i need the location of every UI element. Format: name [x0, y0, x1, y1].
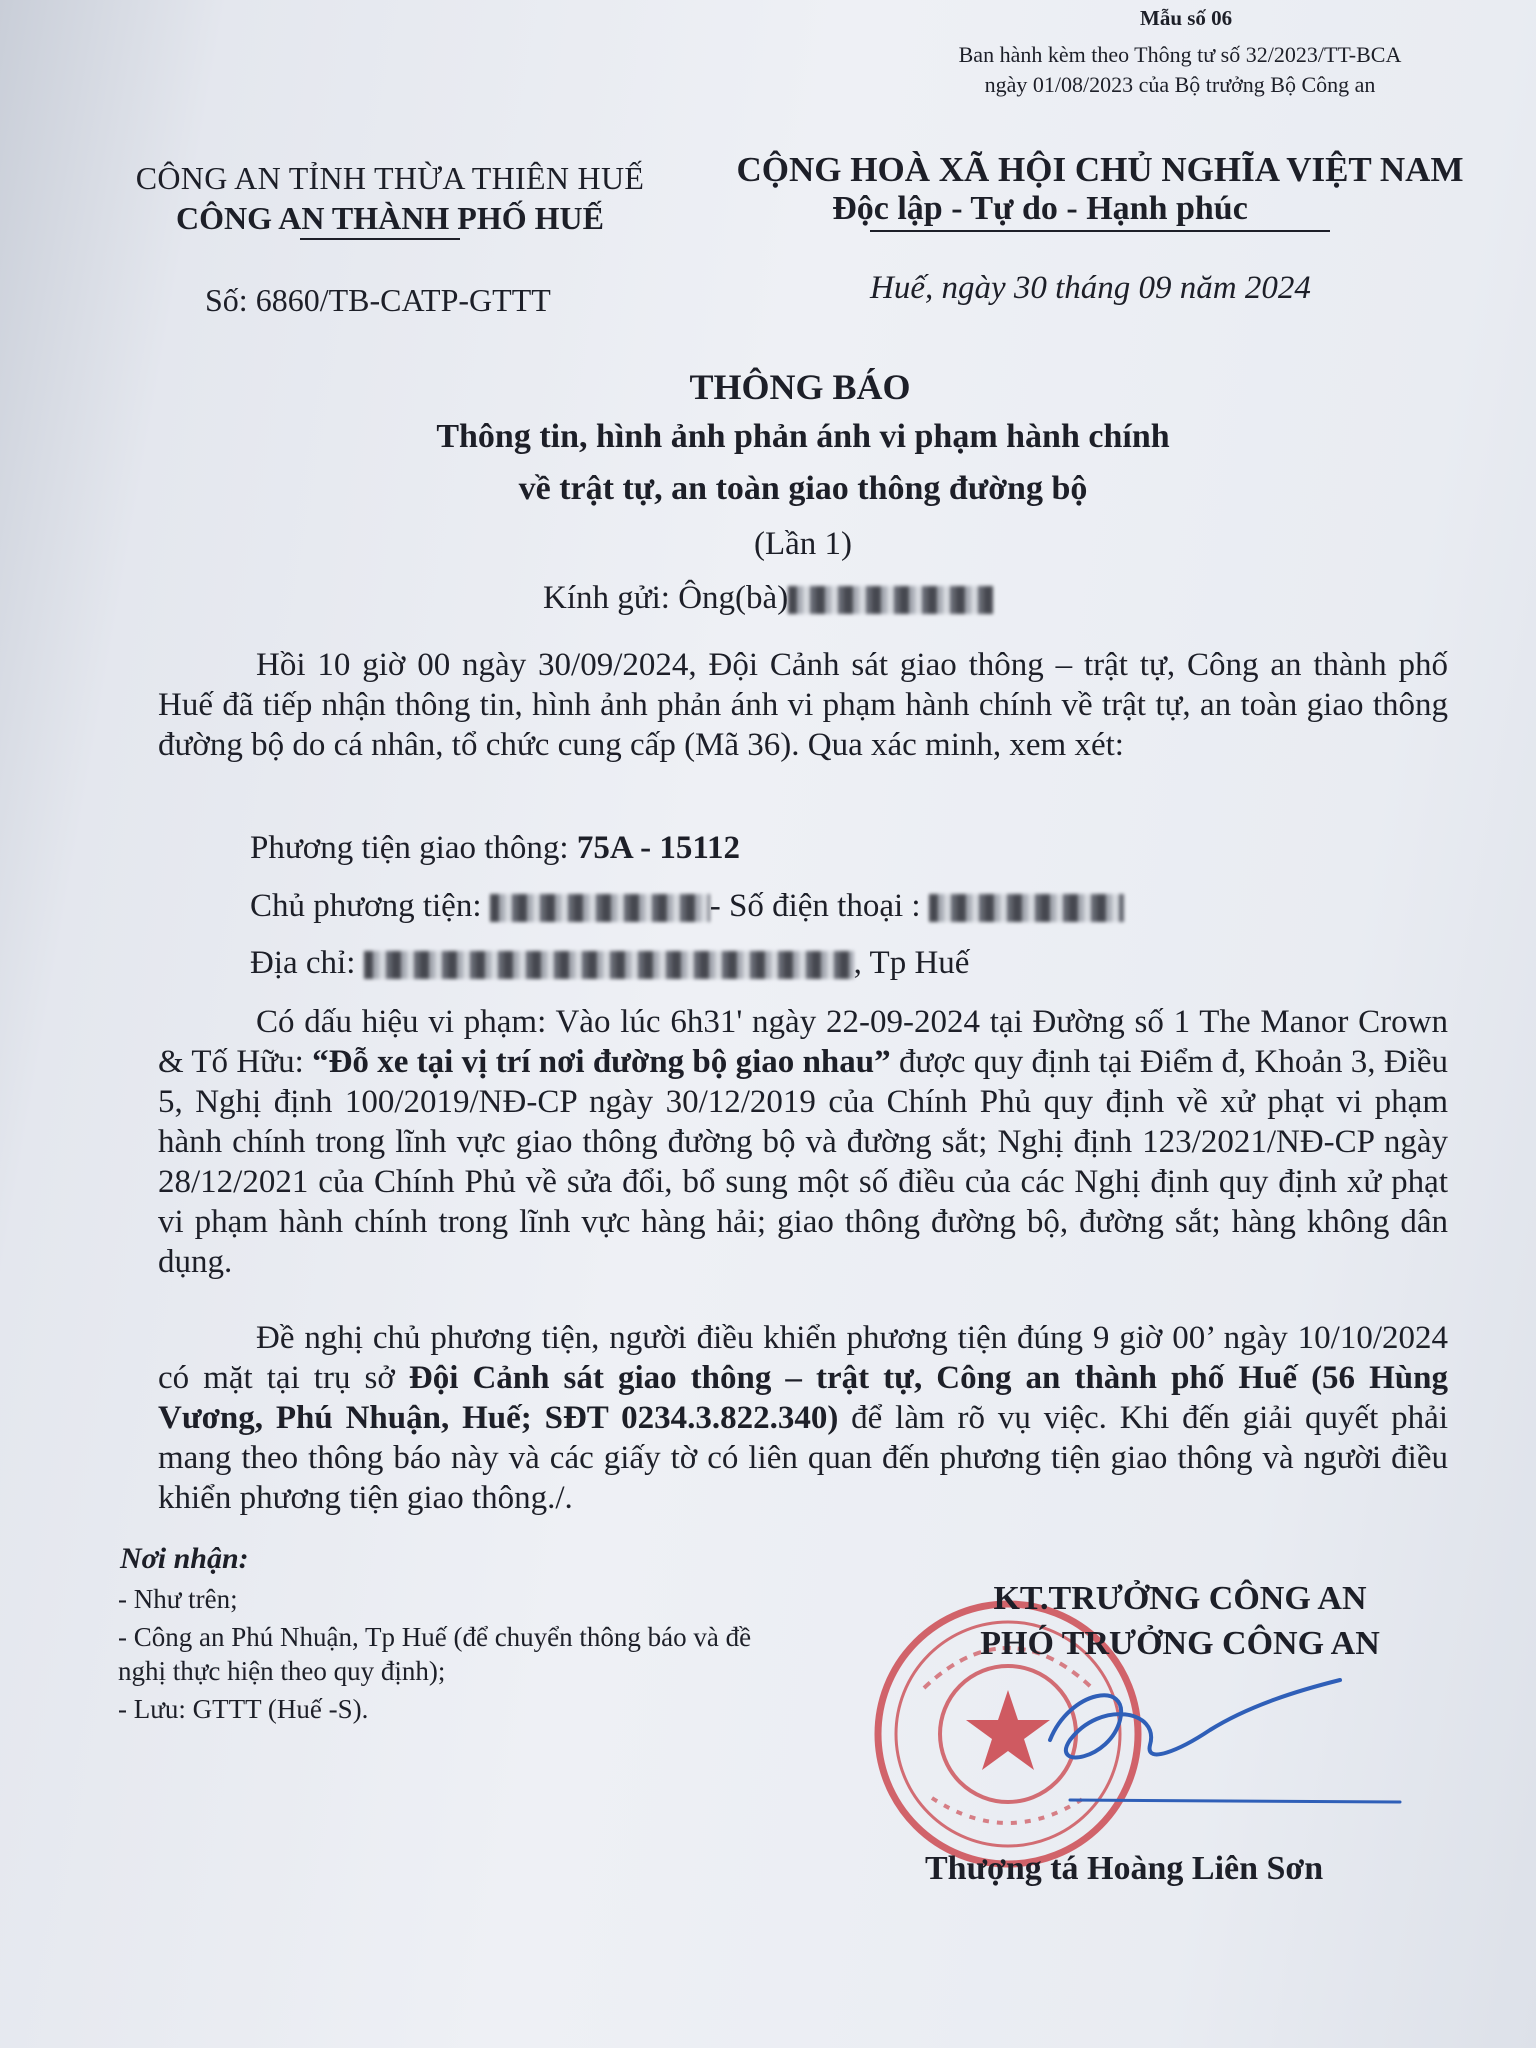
agency-name: CÔNG AN THÀNH PHỐ HUẾ	[176, 200, 604, 236]
phone-label: - Số điện thoại :	[709, 888, 929, 924]
form-number: Mẫu số 06	[1140, 6, 1233, 30]
violation-text-2: được quy định tại Điểm đ, Khoản 3, Điều 5, Nghị định 100/2019/NĐ-CP ngày 30/12/2019 của Chính Phủ quy định về xử phạt vi phạm hành chính trong lĩnh vực giao thông đường bộ và đường sắt; Nghị định 123/2021/NĐ-CP ngày 28/12/2021 của Chính Phủ về sửa đổi, bổ sung một số điều của các Nghị định quy định xử phạt vi phạm hành chính trong lĩnh vực hàng hải; giao thông đường bộ, đường sắt; hàng không dân dụng.	[158, 1044, 1449, 1280]
signatory-title-2: PHÓ TRƯỞNG CÔNG AN	[980, 1625, 1380, 1662]
vehicle-row	[250, 830, 740, 867]
owner-row	[250, 888, 1124, 925]
recipients-list	[118, 1582, 798, 1730]
form-reference	[900, 40, 1460, 100]
violation-type: “Đỗ xe tại vị trí nơi đường bộ giao nhau”	[312, 1044, 891, 1080]
document-number: Số: 6860/TB-CATP-GTTT	[205, 282, 551, 318]
address-suffix: , Tp Huế	[853, 945, 970, 981]
agency-divider	[300, 238, 460, 240]
salutation-label: Kính gửi: Ông(bà)	[543, 580, 789, 616]
recipient-item: - Lưu: GTTT (Huế -S).	[118, 1694, 369, 1724]
national-motto: Độc lập - Tự do - Hạnh phúc	[832, 190, 1248, 227]
motto-divider	[870, 230, 1330, 232]
owner-label: Chủ phương tiện:	[250, 888, 490, 924]
vehicle-plate: 75A - 15112	[576, 830, 741, 866]
document-subtitle-1: Thông tin, hình ảnh phản ánh vi phạm hành chính	[436, 418, 1170, 455]
notice-round: (Lần 1)	[753, 526, 853, 562]
form-reference-line-1: Ban hành kèm theo Thông tư số 32/2023/TT-BCA	[958, 42, 1402, 67]
vehicle-label: Phương tiện giao thông:	[250, 830, 577, 866]
recipients-heading: Nơi nhận:	[120, 1542, 249, 1575]
address-label: Địa chỉ:	[250, 945, 364, 981]
redacted-recipient-name	[788, 586, 993, 614]
address-row	[250, 945, 969, 982]
request-paragraph	[158, 1318, 1448, 1518]
redacted-owner-name	[490, 894, 710, 922]
recipient-item: - Như trên;	[118, 1584, 238, 1614]
redacted-phone-number	[929, 894, 1124, 922]
intro-paragraph: Hồi 10 giờ 00 ngày 30/09/2024, Đội Cảnh sát giao thông – trật tự, Công an thành phố Huế đã tiếp nhận thông tin, hình ảnh phản ánh vi phạm hành chính về trật tự, an toàn giao thông đường bộ do cá nhân, tổ chức cung cấp (Mã 36). Qua xác minh, xem xét:	[158, 647, 1448, 763]
request-location: Đội Cảnh sát giao thông – trật tự, Công an thành phố Huế (56 Hùng Vương, Phú Nhuận, Huế; SĐT 0234.3.822.340)	[158, 1360, 1448, 1436]
violation-text-1: Có dấu hiệu vi phạm: Vào lúc 6h31' ngày 22-09-2024 tại Đường số 1 The Manor Crown & Tố Hữu:	[158, 1004, 1448, 1080]
redacted-address	[364, 951, 854, 979]
document-subtitle-2: về trật tự, an toàn giao thông đường bộ	[518, 470, 1088, 507]
handwritten-signature-icon	[1010, 1650, 1410, 1830]
salutation	[543, 580, 993, 617]
recipient-item: - Công an Phú Nhuận, Tp Huế (để chuyển thông báo và đề nghị thực hiện theo quy định);	[118, 1622, 752, 1686]
national-title: CỘNG HOÀ XÃ HỘI CHỦ NGHĨA VIỆT NAM	[736, 150, 1464, 189]
document-title: THÔNG BÁO	[689, 367, 911, 407]
request-text-1: Đề nghị chủ phương tiện, người điều khiển phương tiện đúng 9 giờ 00’ ngày 10/10/2024 có mặt tại trụ sở	[158, 1320, 1448, 1396]
violation-paragraph	[158, 1002, 1448, 1282]
agency-parent: CÔNG AN TỈNH THỪA THIÊN HUẾ	[135, 160, 645, 196]
place-date: Huế, ngày 30 tháng 09 năm 2024	[870, 270, 1311, 306]
form-reference-line-2: ngày 01/08/2023 của Bộ trưởng Bộ Công an	[984, 72, 1376, 97]
request-text-2: để làm rõ vụ việc. Khi đến giải quyết phải mang theo thông báo này và các giấy tờ có liên quan đến phương tiện giao thông và người điều khiển phương tiện giao thông./.	[158, 1400, 1448, 1516]
signatory-title-1: KT.TRƯỞNG CÔNG AN	[993, 1580, 1367, 1617]
signatory-name: Thượng tá Hoàng Liên Sơn	[925, 1850, 1324, 1887]
